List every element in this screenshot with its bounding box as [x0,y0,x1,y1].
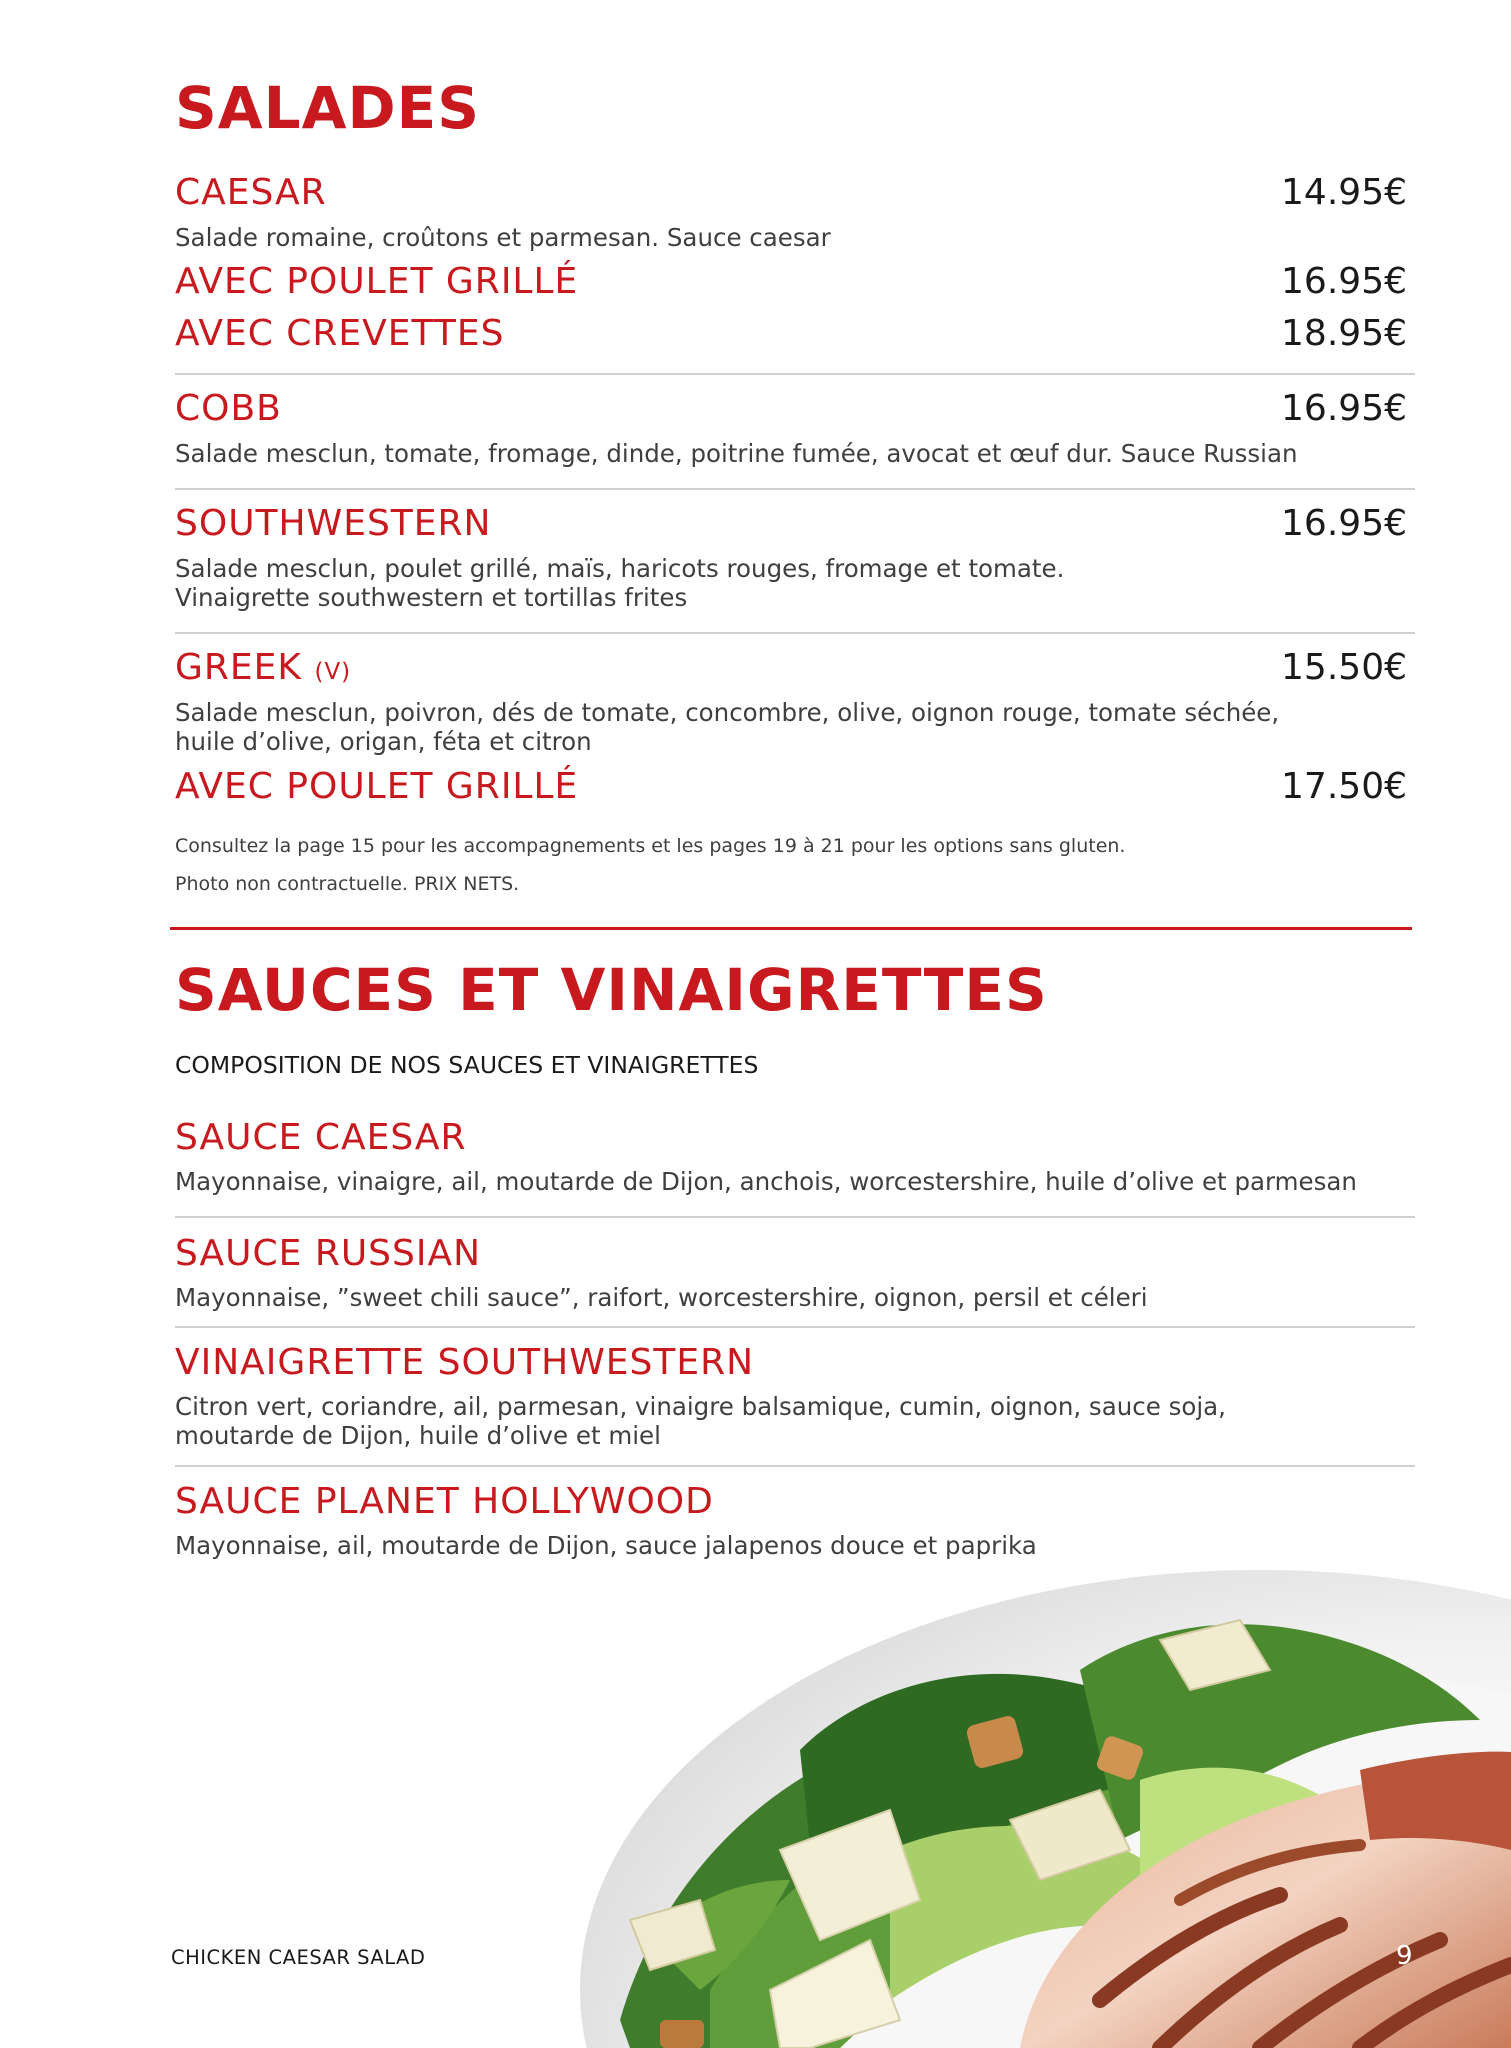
item-price-greek-poulet: 17.50€ [1281,766,1407,807]
divider [175,373,1415,375]
item-price-caesar-crevettes: 18.95€ [1281,313,1407,354]
sauce-desc-russian: Mayonnaise, ”sweet chili sauce”, raifort, worcestershire, oignon, persil et céleri [175,1283,1148,1312]
sauce-name-planet-hollywood: SAUCE PLANET HOLLYWOOD [175,1481,714,1522]
vegetarian-tag: (V) [314,659,352,685]
sauce-desc-southwestern-line2: moutarde de Dijon, huile d’olive et miel [175,1421,661,1450]
sauce-name-caesar: SAUCE CAESAR [175,1117,467,1158]
item-name-greek-text: GREEK [175,647,303,688]
item-name-cobb: COBB [175,388,282,429]
page-number: 9 [1396,1941,1413,1971]
section-subtitle-sauces: COMPOSITION DE NOS SAUCES ET VINAIGRETTES [175,1051,759,1079]
item-name-greek [175,647,351,688]
item-desc-cobb: Salade mesclun, tomate, fromage, dinde, poitrine fumée, avocat et œuf dur. Sauce Russian [175,439,1298,468]
divider [175,1326,1415,1328]
item-desc-southwestern-line2: Vinaigrette southwestern et tortillas frites [175,583,688,612]
divider [175,1216,1415,1218]
section-title-sauces: SAUCES ET VINAIGRETTES [175,956,1048,1024]
sauce-desc-southwestern-line1: Citron vert, coriandre, ail, parmesan, vinaigre balsamique, cumin, oignon, sauce soja, [175,1392,1226,1421]
sauce-desc-caesar: Mayonnaise, vinaigre, ail, moutarde de Dijon, anchois, worcestershire, huile d’olive et parmesan [175,1167,1357,1196]
divider [175,488,1415,490]
item-desc-greek-line1: Salade mesclun, poivron, dés de tomate, concombre, olive, oignon rouge, tomate séchée, [175,698,1280,727]
item-price-cobb: 16.95€ [1281,388,1407,429]
item-desc-caesar: Salade romaine, croûtons et parmesan. Sauce caesar [175,223,831,252]
item-price-caesar-poulet: 16.95€ [1281,261,1407,302]
chicken-caesar-salad-photo [540,1520,1511,2048]
divider [175,632,1415,634]
item-name-caesar-poulet: AVEC POULET GRILLÉ [175,261,579,302]
item-desc-southwestern-line1: Salade mesclun, poulet grillé, maïs, haricots rouges, fromage et tomate. [175,554,1065,583]
sauce-desc-planet-hollywood: Mayonnaise, ail, moutarde de Dijon, sauce jalapenos douce et paprika [175,1531,1037,1560]
section-divider [170,927,1412,930]
note-accompagnements: Consultez la page 15 pour les accompagnements et les pages 19 à 21 pour les options sans gluten. [175,835,1126,857]
sauce-name-russian: SAUCE RUSSIAN [175,1233,482,1274]
item-price-greek: 15.50€ [1281,647,1407,688]
note-prix-nets: Photo non contractuelle. PRIX NETS. [175,873,520,895]
photo-caption: CHICKEN CAESAR SALAD [171,1946,426,1969]
item-name-caesar: CAESAR [175,172,327,213]
divider [175,1465,1415,1467]
item-desc-greek-line2: huile d’olive, origan, féta et citron [175,727,592,756]
item-price-caesar: 14.95€ [1281,172,1407,213]
sauce-name-southwestern: VINAIGRETTE SOUTHWESTERN [175,1342,755,1383]
item-name-greek-poulet: AVEC POULET GRILLÉ [175,766,579,807]
item-price-southwestern: 16.95€ [1281,503,1407,544]
section-title-salades: SALADES [175,74,481,142]
item-name-caesar-crevettes: AVEC CREVETTES [175,313,505,354]
item-name-southwestern: SOUTHWESTERN [175,503,492,544]
